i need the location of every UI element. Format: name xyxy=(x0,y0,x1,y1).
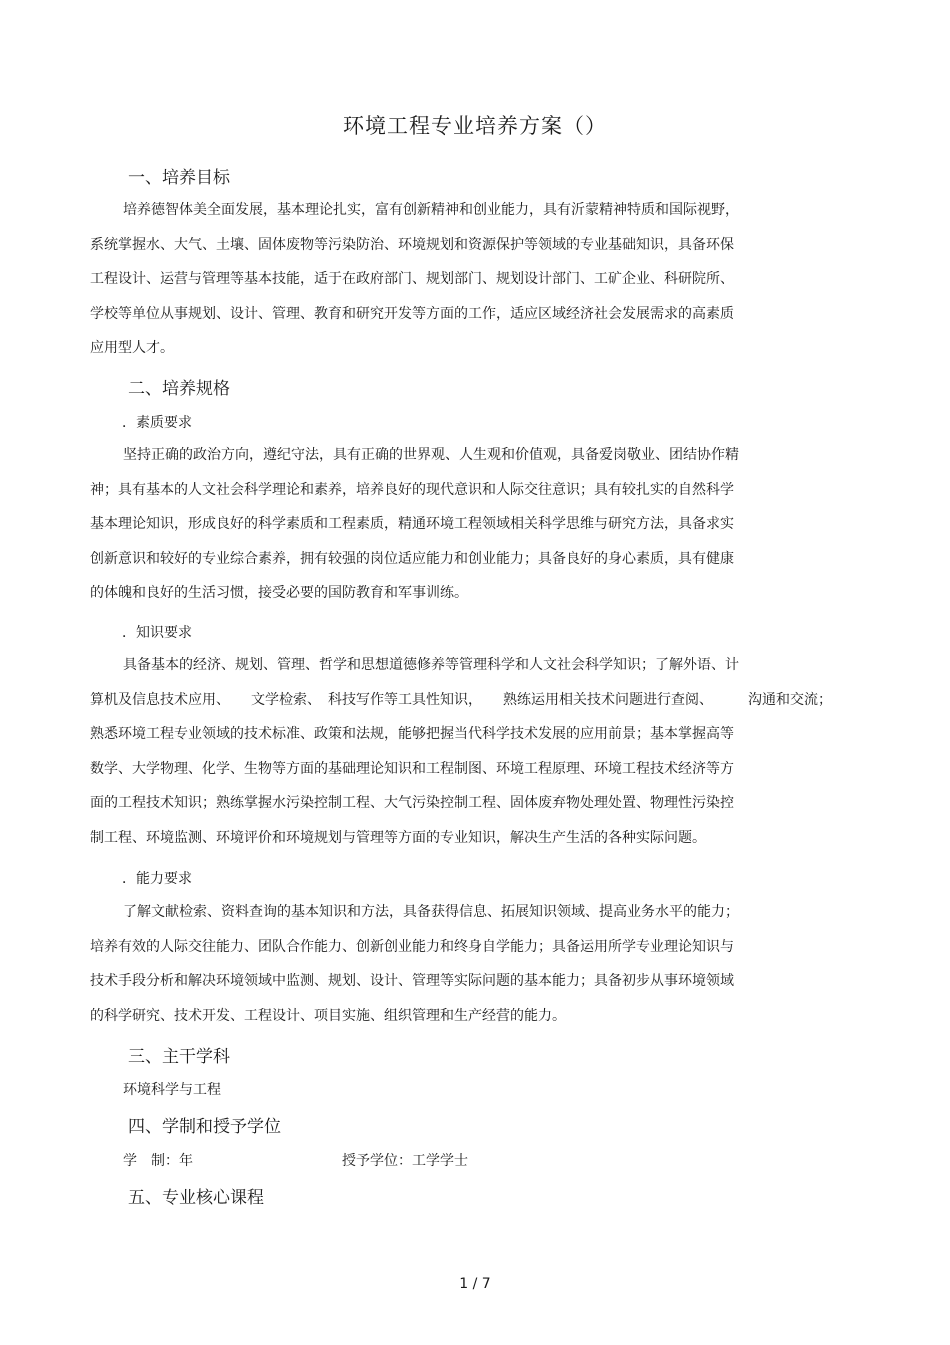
paragraph-line: 数学、大学物理、化学、生物等方面的基础理论知识和工程制图、环境工程原理、环境工程技术经济等方 xyxy=(90,760,734,777)
duration-text: 学 制：年 xyxy=(123,1153,193,1169)
paragraph-line: 系统掌握水、大气、土壤、固体废物等污染防治、环境规划和资源保护等领域的专业基础知识，具备环保 xyxy=(90,236,734,253)
page-number: 1 / 7 xyxy=(459,1276,491,1292)
quality-paragraph xyxy=(90,438,790,611)
section-heading-duration-degree: 四、学制和授予学位 xyxy=(128,1117,281,1137)
paragraph-line: 神；具有基本的人文社会科学理论和素养，培养良好的现代意识和人际交往意识；具有较扎实的自然科学 xyxy=(90,481,734,498)
paragraph-line: 创新意识和较好的专业综合素养，拥有较强的岗位适应能力和创业能力；具备良好的身心素质，具有健康 xyxy=(90,550,734,567)
paragraph-line: 熟悉环境工程专业领域的技术标准、政策和法规，能够把握当代科学技术发展的应用前景；基本掌握高等 xyxy=(90,726,734,743)
paragraph-line: 技术手段分析和解决环境领域中监测、规划、设计、管理等实际问题的基本能力；具备初步从事环境领域 xyxy=(90,973,734,990)
paragraph-line: 面的工程技术知识；熟练掌握水污染控制工程、大气污染控制工程、固体废弃物处理处置、物理性污染控 xyxy=(90,795,734,812)
paragraph-line: 了解文献检索、资料查询的基本知识和方法，具备获得信息、拓展知识领域、提高业务水平的能力； xyxy=(123,904,739,920)
section-heading-core-courses: 五、专业核心课程 xyxy=(128,1188,264,1208)
section-heading-objectives: 一、培养目标 xyxy=(128,168,230,188)
subheading-quality: ．素质要求 xyxy=(122,415,192,431)
paragraph-line: 工程设计、运营与管理等基本技能，适于在政府部门、规划部门、规划设计部门、工矿企业、科研院所、 xyxy=(90,271,734,288)
section-heading-main-discipline: 三、主干学科 xyxy=(128,1047,230,1067)
knowledge-paragraph xyxy=(90,648,832,856)
paragraph-line: 算机及信息技术应用、 文学检索、 科技写作等工具性知识， 熟练运用相关技术问题进行查阅、 沟通和交流； xyxy=(90,691,832,708)
main-discipline-text: 环境科学与工程 xyxy=(123,1082,221,1098)
subheading-knowledge: ．知识要求 xyxy=(122,625,192,641)
objectives-paragraph xyxy=(90,193,790,366)
paragraph-line: 应用型人才。 xyxy=(90,340,174,357)
paragraph-line: 坚持正确的政治方向，遵纪守法，具有正确的世界观、人生观和价值观，具备爱岗敬业、团结协作精 xyxy=(123,447,739,463)
ability-paragraph xyxy=(90,895,790,1033)
paragraph-line: 培养有效的人际交往能力、团队合作能力、创新创业能力和终身自学能力；具备运用所学专业理论知识与 xyxy=(90,938,734,955)
paragraph-line: 培养德智体美全面发展，基本理论扎实，富有创新精神和创业能力，具有沂蒙精神特质和国际视野， xyxy=(123,202,739,218)
paragraph-line: 的体魄和良好的生活习惯，接受必要的国防教育和军事训练。 xyxy=(90,585,468,602)
paragraph-line: 制工程、环境监测、环境评价和环境规划与管理等方面的专业知识，解决生产生活的各种实际问题。 xyxy=(90,829,706,846)
paragraph-line: 学校等单位从事规划、设计、管理、教育和研究开发等方面的工作，适应区域经济社会发展需求的高素质 xyxy=(90,305,734,322)
subheading-ability: ．能力要求 xyxy=(122,871,192,887)
paragraph-line: 基本理论知识，形成良好的科学素质和工程素质，精通环境工程领域相关科学思维与研究方法，具备求实 xyxy=(90,516,734,533)
paragraph-line: 具备基本的经济、规划、管理、哲学和思想道德修养等管理科学和人文社会科学知识；了解外语、计 xyxy=(123,657,739,673)
degree-text: 授予学位：工学学士 xyxy=(342,1153,468,1169)
document-title: 环境工程专业培养方案（） xyxy=(343,114,607,138)
section-heading-specifications: 二、培养规格 xyxy=(128,379,230,399)
paragraph-line: 的科学研究、技术开发、工程设计、项目实施、组织管理和生产经营的能力。 xyxy=(90,1007,566,1024)
